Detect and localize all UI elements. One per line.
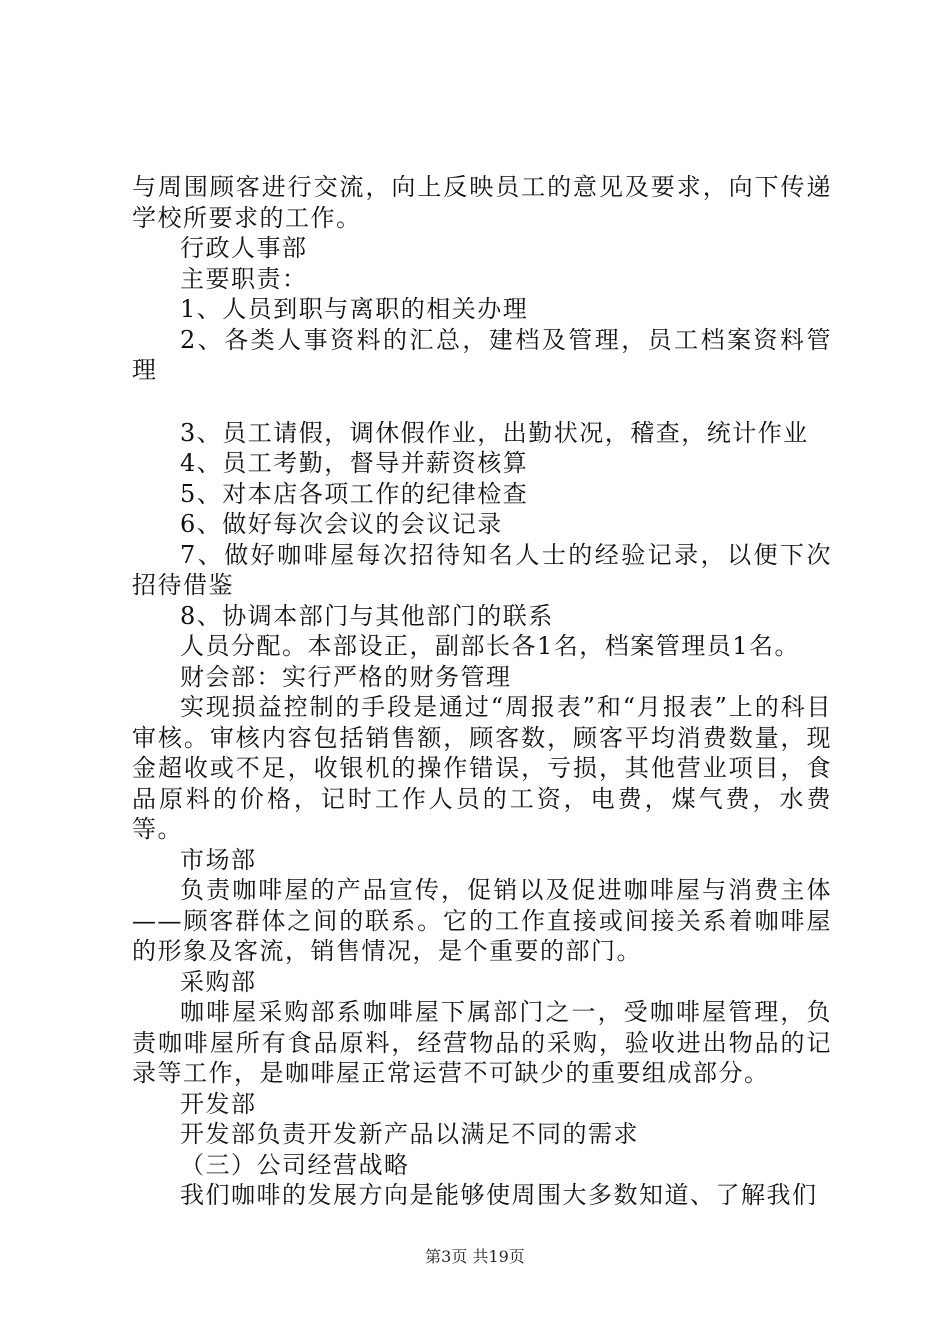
list-item: 5、对本店各项工作的纪律检查 — [180, 479, 529, 508]
list-item: 2、各类人事资料的汇总，建档及管理，员工档案资料管理 — [132, 325, 832, 384]
paragraph: 与周围顾客进行交流，向上反映员工的意见及要求，向下传递学校所要求的工作。 — [132, 173, 832, 232]
section-heading-admin-hr: 行政人事部 — [180, 234, 308, 262]
list-item: 8、协调本部门与其他部门的联系 — [180, 601, 554, 630]
paragraph: 人员分配。本部设正，副部长各1名，档案管理员1名。 — [180, 632, 801, 660]
paragraph: 主要职责： — [180, 264, 308, 293]
page-number-footer: 第3页 共19页 — [425, 1247, 525, 1266]
paragraph: 开发部负责开发新产品以满足不同的需求 — [180, 1120, 639, 1148]
list-item: 4、员工考勤，督导并薪资核算 — [180, 449, 529, 477]
list-item: 1、人员到职与离职的相关办理 — [180, 295, 529, 323]
list-item: 3、员工请假，调休假作业，出勤状况，稽查，统计作业 — [180, 418, 809, 447]
document-body — [132, 172, 832, 1211]
section-heading-finance: 财会部：实行严格的财务管理 — [180, 662, 512, 691]
paragraph: 实现损益控制的手段是通过“周报表”和“月报表”上的科目审核。审核内容包括销售额，顾客数，顾客平均消费数量，现金超收或不足，收银机的操作错误，亏损，其他营业项目，食品原料的价格，记时工作人员的工资，电费，煤气费，水费等。 — [132, 693, 832, 843]
paragraph: 负责咖啡屋的产品宣传，促销以及促进咖啡屋与消费主体——顾客群体之间的联系。它的工作直接或间接关系着咖啡屋的形象及客流，销售情况，是个重要的部门。 — [132, 876, 832, 965]
paragraph: 咖啡屋采购部系咖啡屋下属部门之一，受咖啡屋管理，负责咖啡屋所有食品原料，经营物品的采购，验收进出物品的记录等工作，是咖啡屋正常运营不可缺少的重要组成部分。 — [132, 998, 832, 1087]
section-heading-development: 开发部 — [180, 1089, 257, 1118]
section-heading-purchasing: 采购部 — [180, 967, 257, 996]
list-item: 6、做好每次会议的会议记录 — [180, 510, 503, 538]
paragraph: 我们咖啡的发展方向是能够使周围大多数知道、了解我们 — [180, 1181, 818, 1209]
section-heading-strategy: （三）公司经营战略 — [180, 1150, 410, 1179]
section-heading-marketing: 市场部 — [180, 845, 257, 874]
list-item: 7、做好咖啡屋每次招待知名人士的经验记录，以便下次招待借鉴 — [132, 540, 832, 599]
